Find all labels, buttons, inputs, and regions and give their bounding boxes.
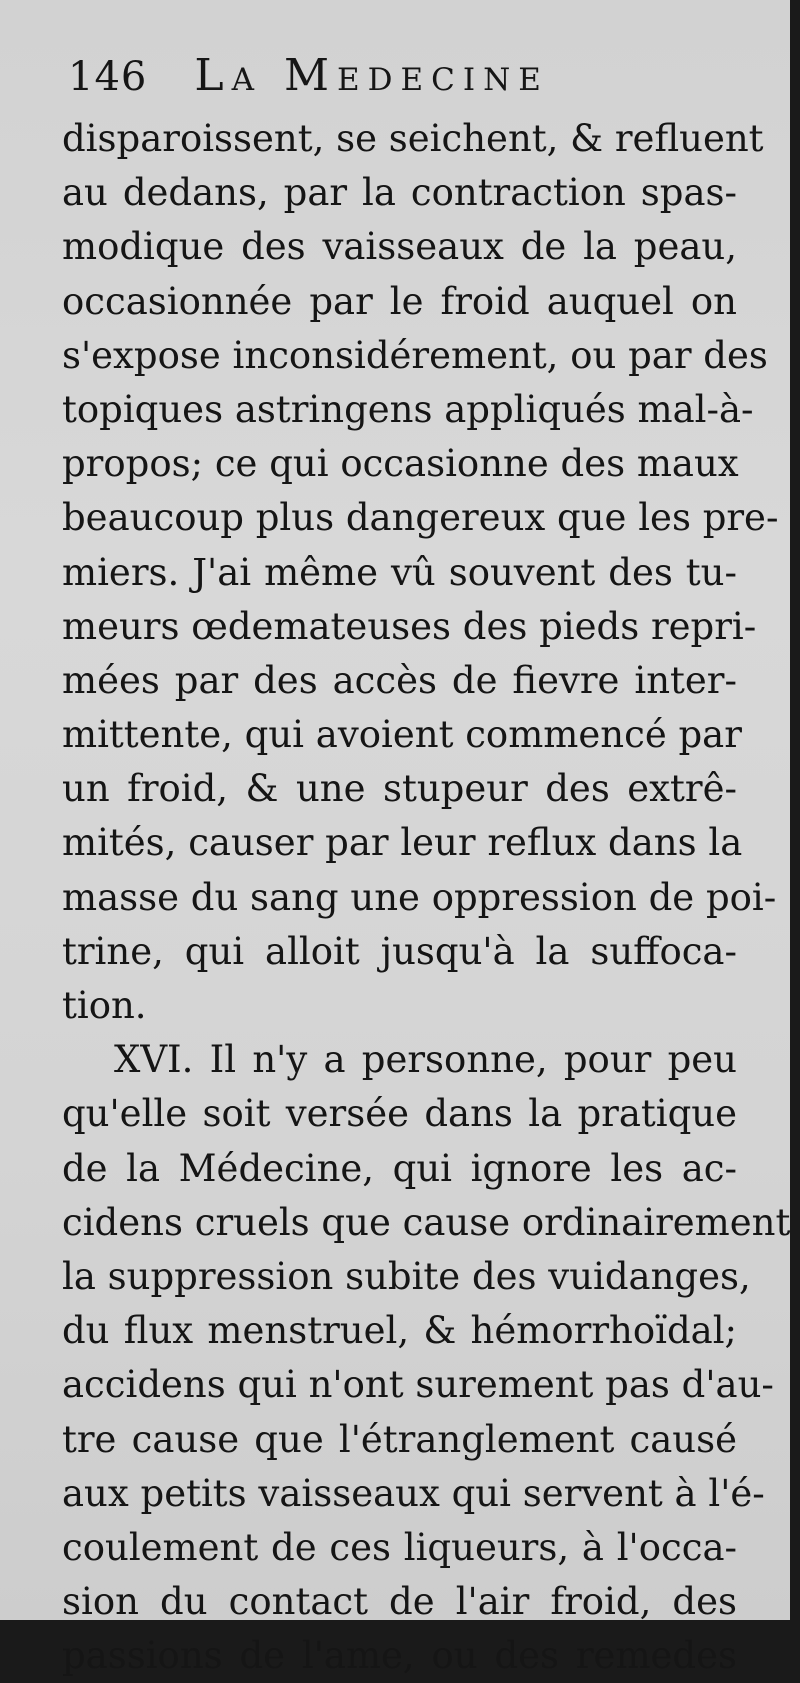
- text-line: masse du sang une oppression de poi-: [62, 875, 777, 919]
- text-line: sion du contact de l'air froid, des: [62, 1580, 737, 1624]
- text-line: coulement de ces liqueurs, à l'occa-: [62, 1525, 737, 1569]
- text-line: s'expose inconsidérement, ou par des: [62, 333, 768, 377]
- text-line: tre cause que l'étranglement causé: [62, 1417, 737, 1461]
- text-line: mités, causer par leur reflux dans la: [62, 821, 743, 865]
- paragraph-end-line: tion.: [62, 984, 147, 1027]
- text-line: passions de l'ame, ou des remedes: [62, 1634, 737, 1678]
- section-start-line: XVI. Il n'y a personne, pour peu: [114, 1038, 737, 1082]
- text-line: propos; ce qui occasionne des maux: [62, 442, 739, 486]
- text-line: qu'elle soit versée dans la pratique: [62, 1092, 737, 1136]
- text-line: miers. J'ai même vû souvent des tu-: [62, 550, 737, 594]
- text-line: au dedans, par la contraction spas-: [62, 171, 737, 215]
- text-line: un froid, & une stupeur des extrê-: [62, 767, 737, 811]
- page-number: 146: [68, 54, 148, 100]
- running-title: La Medecine: [194, 50, 549, 101]
- text-line: mées par des accès de fievre inter-: [62, 658, 737, 702]
- text-line: disparoissent, se seichent, & refluent: [62, 117, 764, 160]
- text-line: accidens qui n'ont surement pas d'au-: [62, 1363, 774, 1407]
- body-text: [62, 112, 791, 1683]
- text-line: occasionnée par le froid auquel on: [62, 279, 737, 323]
- text-line: trine, qui alloit jusqu'à la suffoca-: [62, 929, 737, 973]
- text-line: la suppression subite des vuidanges,: [62, 1254, 751, 1298]
- page-edge-shadow: [790, 0, 800, 1620]
- text-line: du flux menstruel, & hémorrhoïdal;: [62, 1309, 737, 1353]
- text-line: cidens cruels que cause ordinairement: [62, 1200, 791, 1244]
- text-line: meurs œdemateuses des pieds repri-: [62, 604, 757, 648]
- text-line: beaucoup plus dangereux que les pre-: [62, 496, 779, 540]
- page-header: [68, 50, 549, 101]
- text-line: mittente, qui avoient commencé par: [62, 713, 742, 757]
- text-line: modique des vaisseaux de la peau,: [62, 225, 737, 269]
- text-line: de la Médecine, qui ignore les ac-: [62, 1146, 737, 1190]
- text-line: topiques astringens appliqués mal-à-: [62, 387, 754, 431]
- text-line: aux petits vaisseaux qui servent à l'é-: [62, 1471, 765, 1515]
